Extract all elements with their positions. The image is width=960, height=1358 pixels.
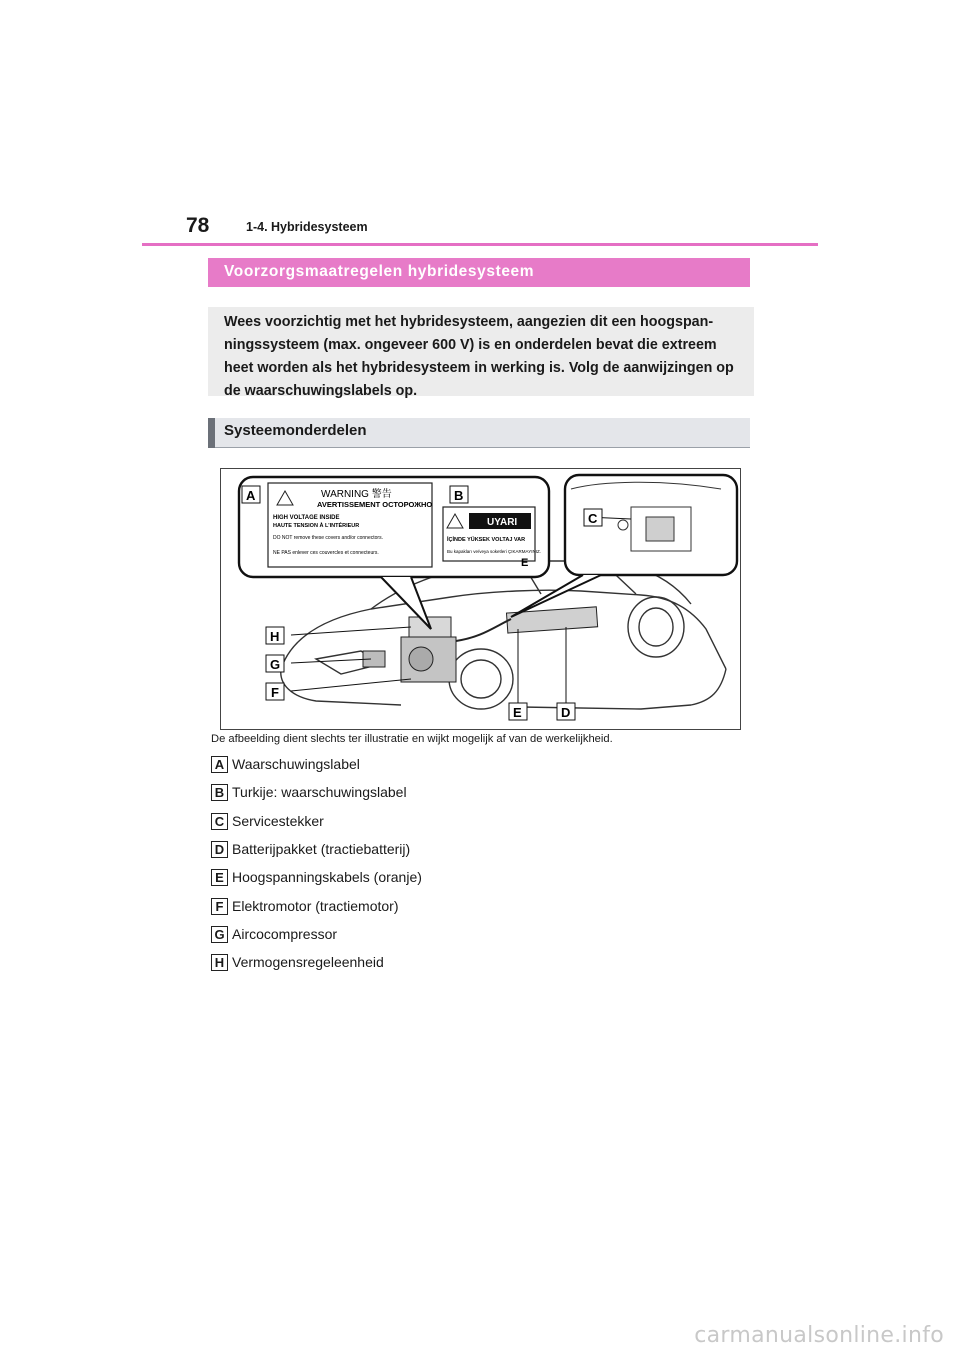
warning-label-line: HAUTE TENSION À L'INTÉRIEUR	[273, 523, 360, 529]
legend-key: G	[211, 926, 228, 943]
car-illustration	[221, 469, 740, 729]
legend-key: H	[211, 954, 228, 971]
legend-key: D	[211, 841, 228, 858]
legend-key: C	[211, 813, 228, 830]
caution-note	[208, 307, 754, 399]
callout-d: D	[561, 705, 571, 720]
legend-text: Vermogensregeleenheid	[232, 954, 384, 971]
turkish-label-line: İÇİNDE YÜKSEK VOLTAJ VAR	[447, 537, 526, 543]
callout-c: C	[588, 511, 598, 526]
legend-text: Batterijpakket (tractiebatterij)	[232, 840, 411, 857]
precautions-heading	[208, 258, 750, 287]
callout-b: B	[454, 488, 464, 503]
header-rule	[142, 243, 818, 246]
legend-text: Servicestekker	[232, 812, 324, 829]
turkish-label-line: Bu kapakları ve/veya soketleri ÇIKARMAYINIZ.	[447, 549, 541, 554]
heading-accent-bar	[208, 418, 215, 448]
figure-caption: De afbeelding dient slechts ter illustratie en wijkt mogelijk af van de werkelijkheid.	[211, 733, 613, 745]
callout-h: H	[270, 629, 280, 644]
caution-note-text: Wees voorzichtig met het hybridesysteem, aangezien dit een hoogspan-ningssysteem (max. ongeveer 600 V) is en onderdelen bevat die extreem heet worden als het hybridesysteem in werking is. Volg de aanwijzingen op de waarschuwingslabels op.	[224, 314, 734, 399]
hybrid-system-figure	[220, 468, 741, 730]
legend-key: B	[211, 784, 228, 801]
legend-text: Aircocompressor	[232, 925, 338, 942]
legend-text: Turkije: waarschuwingslabel	[232, 784, 407, 801]
legend-text: Elektromotor (tractiemotor)	[232, 897, 399, 914]
page-number: 78	[186, 214, 210, 237]
legend-text: Waarschuwingslabel	[232, 756, 360, 772]
callout-f: F	[271, 685, 279, 700]
warning-label-line: NE PAS enlever ces couvercles et connecteurs.	[273, 550, 379, 556]
turkish-label-line: UYARI	[487, 517, 518, 528]
legend-text: Hoogspanningskabels (oranje)	[232, 869, 422, 886]
components-heading-text: Systeemonderdelen	[224, 422, 367, 439]
callout-e-small: E	[521, 557, 529, 569]
components-heading	[208, 418, 750, 448]
section-title: 1-4. Hybridesysteem	[246, 220, 368, 234]
precautions-heading-text: Voorzorgsmaatregelen hybridesysteem	[224, 263, 535, 280]
warning-label-line: HIGH VOLTAGE INSIDE	[273, 515, 340, 521]
callout-g: G	[270, 657, 281, 672]
warning-label-line: WARNING 警告	[321, 489, 392, 500]
callout-e: E	[513, 705, 522, 720]
watermark: carmanualsonline.info	[694, 1323, 944, 1348]
callout-a: A	[246, 488, 256, 503]
warning-label-line: AVERTISSEMENT ОСТОРОЖНО	[317, 500, 433, 509]
legend-key: E	[211, 869, 228, 886]
legend-key: F	[211, 898, 228, 915]
legend-key: A	[211, 756, 228, 773]
warning-label-line: DO NOT remove these covers and/or connectors.	[273, 535, 383, 541]
